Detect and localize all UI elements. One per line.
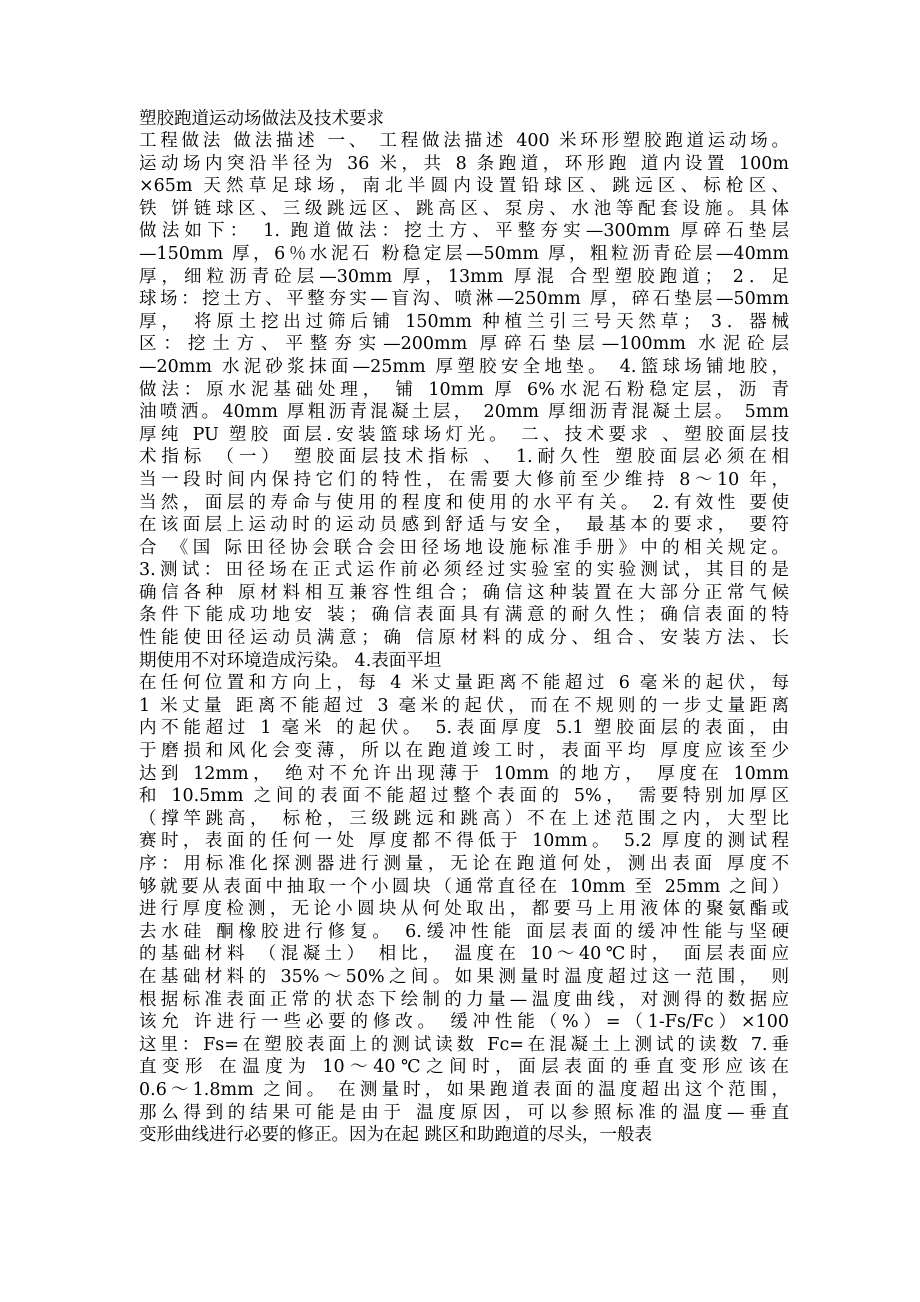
body-text-line: 合 《国 际田径协会联合会田径场地设施标准手册》中的相关规定。 [139,537,789,558]
body-text-line: 确信各种 原材料相互兼容性组合；确信这种装置在大部分正常气候 [139,582,789,603]
body-text-line: 在基础材料的 35%～50%之间。如果测量时温度超过这一范围， 则 [139,966,789,987]
document-title: 塑胶跑道运动场做法及技术要求 [139,109,384,129]
body-text-line: 厚， 将原土挖出过筛后铺 150mm 种植兰引三号天然草； 3．器械 [139,311,789,332]
body-text-line: 和 10.5mm 之间的表面不能超过整个表面的 5%， 需要特别加厚区 [139,786,789,807]
body-text-line: 期使用不对环境造成污染。 4.表面平坦 [139,650,442,671]
body-text-line: —20mm 水泥砂浆抹面—25mm 厚塑胶安全地垫。 4.篮球场铺地胶， [139,356,789,377]
body-text-line: （撑竿跳高， 标枪，三级跳远和跳高）不在上述范围之内，大型比 [139,808,789,829]
body-text-line: 术指标 （一） 塑胶面层技术指标 、 1.耐久性 塑胶面层必须在相 [139,447,789,468]
document-body [139,130,789,1147]
body-text-line: 运动场内突沿半径为 36 米，共 8 条跑道，环形跑 道内设置 100m [139,153,789,174]
body-text-line: 的基础材料 （混凝土） 相比， 温度在 10～40℃时， 面层表面应 [139,944,789,965]
body-text-line: ×65m 天然草足球场，南北半圆内设置铅球区、跳远区、标枪区、 [139,176,789,197]
body-text-line: 进行厚度检测，无论小圆块从何处取出，都要马上用液体的聚氨酯或 [139,899,789,920]
body-text-line: 厚，细粒沥青砼层—30mm 厚，13mm 厚混 合型塑胶跑道； 2．足 [139,266,789,287]
body-text-line: 油喷洒。40mm 厚粗沥青混凝土层， 20mm 厚细沥青混凝土层。 5mm [139,402,789,423]
body-text-line: 序：用标准化探测器进行测量，无论在跑道何处，测出表面 厚度不 [139,854,789,874]
body-text-line: 根据标准表面正常的状态下绘制的力量—温度曲线，对测得的数据应 [139,989,789,1010]
body-text-line: 厚纯 PU 塑胶 面层.安装篮球场灯光。 二、技术要求 、塑胶面层技 [139,424,789,445]
body-text-line: 当一段时间内保持它们的特性，在需要大修前至少维持 8～10 年， [139,469,789,490]
body-text-line: 变形曲线进行必要的修正。因为在起 跳区和助跑道的尽头，一般表 [139,1125,653,1146]
body-text-line: 在该面层上运动时的运动员感到舒适与安全， 最基本的要求， 要符 [139,515,789,536]
body-text-line: 1 米丈量 距离不能超过 3 毫米的起伏，而在不规则的一步丈量距离 [139,695,789,716]
body-text-line: 工程做法 做法描述 一、 工程做法描述 400 米环形塑胶跑道运动场。 [139,131,789,151]
body-text-line: 做法如下： 1. 跑道做法：挖土方、平整夯实—300mm 厚碎石垫层 [139,221,789,242]
body-text-line: 当然，面层的寿命与使用的程度和使用的水平有关。 2.有效性 要使 [139,492,789,513]
body-text-line: 够就要从表面中抽取一个小圆块（通常直径在 10mm 至 25mm 之间） [139,876,789,897]
body-text-line: 去水硅 酮橡胶进行修复。 6.缓冲性能 面层表面的缓冲性能与坚硬 [139,921,789,942]
body-text-line: 赛时，表面的任何一处 厚度都不得低于 10mm。 5.2 厚度的测试程 [139,831,789,852]
body-text-line: 区：挖土方、平整夯实—200mm 厚碎石垫层—100mm 水泥砼层 [139,334,789,355]
body-text-line: —150mm 厚，6％水泥石 粉稳定层—50mm 厚，粗粒沥青砼层—40mm [139,243,789,264]
body-text-line: 于磨损和风化会变薄，所以在跑道竣工时，表面平均 厚度应该至少 [139,741,789,762]
body-text-line: 那么得到的结果可能是由于 温度原因，可以参照标准的温度—垂直 [139,1102,789,1123]
body-text-line: 做法：原水泥基础处理， 铺 10mm 厚 6%水泥石粉稳定层，沥 青 [139,379,789,400]
body-text-line: 直变形 在温度为 10～40℃之间时，面层表面的垂直变形应该在 [139,1057,789,1078]
body-text-line: 在任何位置和方向上，每 4 米丈量距离不能超过 6 毫米的起伏，每 [139,673,789,694]
body-text-line: 球场：挖土方、平整夯实—盲沟、喷淋—250mm 厚，碎石垫层—50mm [139,289,789,310]
body-text-line: 这里：Fs=在塑胶表面上的测试读数 Fc=在混凝土上测试的读数 7.垂 [139,1034,789,1055]
body-text-line: 该允 许进行一些必要的修改。 缓冲性能（%）=（1-Fs/Fc）×100 [139,1012,789,1033]
body-text-line: 达到 12mm， 绝对不允许出现薄于 10mm 的地方， 厚度在 10mm [139,763,789,784]
body-text-line: 铁 饼链球区、三级跳远区、跳高区、泵房、水池等配套设施。具体 [139,198,789,219]
body-text-line: 性能使田径运动员满意；确 信原材料的成分、组合、安装方法、长 [139,628,789,649]
body-text-line: 内不能超过 1 毫米 的起伏。 5.表面厚度 5.1 塑胶面层的表面，由 [139,718,789,739]
body-text-line: 0.6～1.8mm 之间。 在测量时，如果跑道表面的温度超出这个范围， [139,1079,789,1100]
body-text-line: 3.测试：田径场在正式运作前必须经过实验室的实验测试，其目的是 [139,560,789,581]
body-text-line: 条件下能成功地安 装；确信表面具有满意的耐久性；确信表面的特 [139,605,789,626]
